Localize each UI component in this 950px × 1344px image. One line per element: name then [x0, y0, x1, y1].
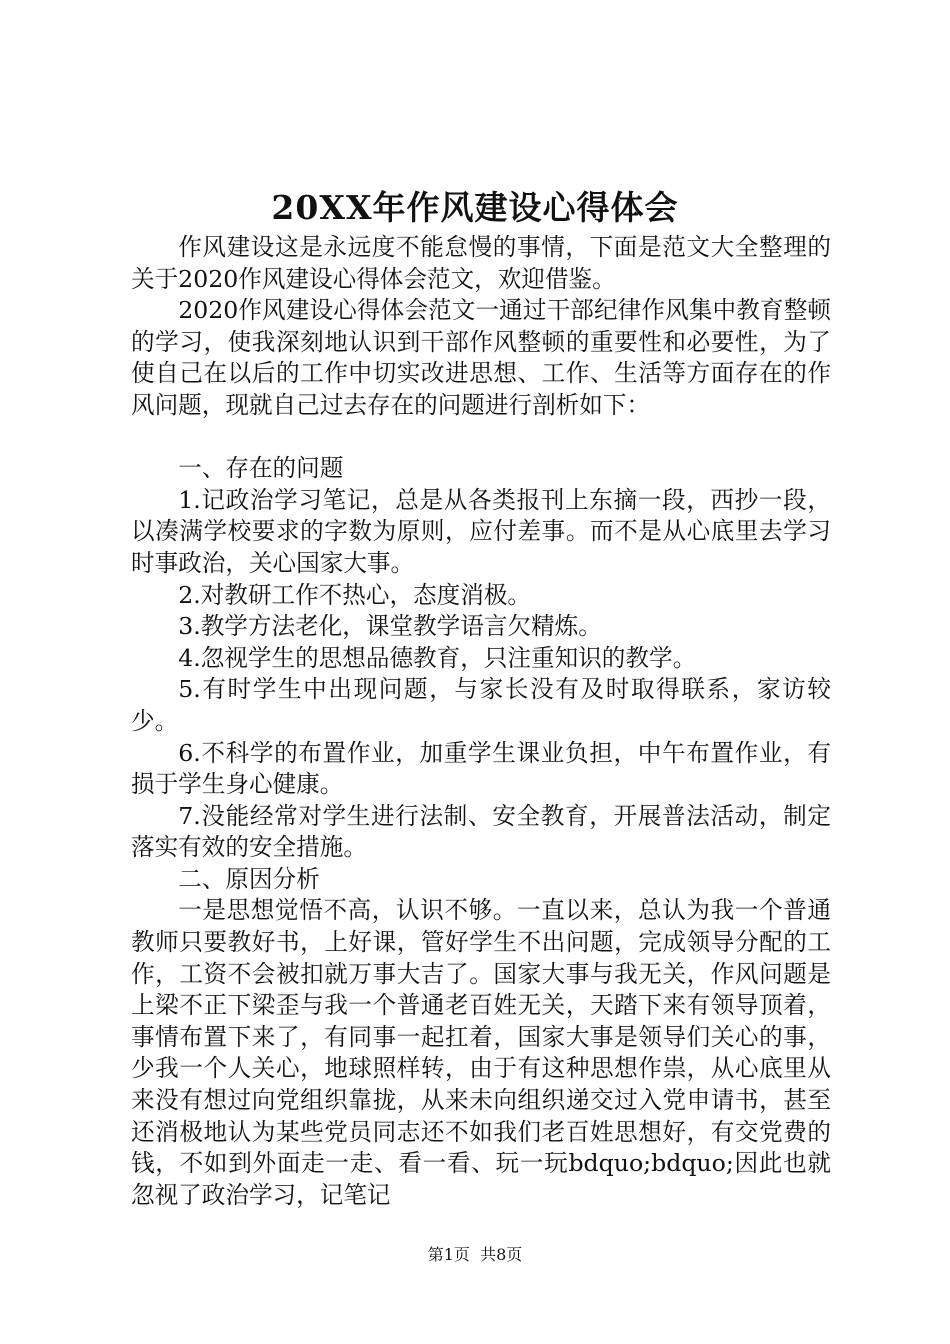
list-item: 3.教学方法老化，课堂教学语言欠精炼。: [178, 612, 602, 641]
list-item: 6.不科学的布置作业，加重学生课业负担，中午布置作业，有损于学生身心健康。: [131, 738, 831, 799]
section-heading: 二、原因分析: [178, 864, 320, 893]
document-title: 20XX年作风建设心得体会: [271, 188, 679, 227]
section-heading: 一、存在的问题: [178, 454, 344, 483]
page-number: 第1页: [427, 1245, 470, 1264]
page-footer: [0, 1244, 950, 1266]
list-item: 7.没能经常对学生进行法制、安全教育，开展普法活动，制定落实有效的安全措施。: [131, 801, 831, 862]
intro-paragraph: 作风建设这是永远度不能怠慢的事情，下面是范文大全整理的关于2020作风建设心得体会范文，欢迎借鉴。: [131, 233, 831, 293]
list-item: 1.记政治学习笔记，总是从各类报刊上东摘一段，西抄一段，以凑满学校要求的字数为原则，应付差事。而不是从心底里去学习时事政治，关心国家大事。: [131, 485, 831, 577]
page-total: 共8页: [480, 1245, 523, 1264]
body-paragraph: 2020作风建设心得体会范文一通过干部纪律作风集中教育整顿的学习，使我深刻地认识到干部作风整顿的重要性和必要性，为了使自己在以后的工作中切实改进思想、工作、生活等方面存在的作风问题，现就自己过去存在的问题进行剖析如下：: [131, 296, 831, 419]
list-item: 4.忽视学生的思想品德教育，只注重知识的教学。: [178, 643, 697, 672]
body-paragraph: 一是思想觉悟不高，认识不够。一直以来，总认为我一个普通教师只要教好书，上好课，管好学生不出问题，完成领导分配的工作，工资不会被扣就万事大吉了。国家大事与我无关，作风问题是上梁不正下梁歪与我一个普通老百姓无关，天踏下来有领导顶着，事情布置下来了，有同事一起扛着，国家大事是领导们关心的事，少我一个人关心，地球照样转，由于有这种思想作祟，从心底里从来没有想过向党组织靠拢，从来未向组织递交过入党申请书，甚至还消极地认为某些党员同志还不如我们老百姓思想好，有交党费的钱，不如到外面走一走、看一看、玩一玩bdquo;bdquo;因此也就忽视了政治学习，记笔记: [131, 896, 831, 1209]
document-body: [131, 232, 831, 1211]
list-item: 2.对教研工作不热心，态度消极。: [178, 580, 532, 609]
list-item: 5.有时学生中出现问题，与家长没有及时取得联系，家访较少。: [131, 675, 831, 735]
